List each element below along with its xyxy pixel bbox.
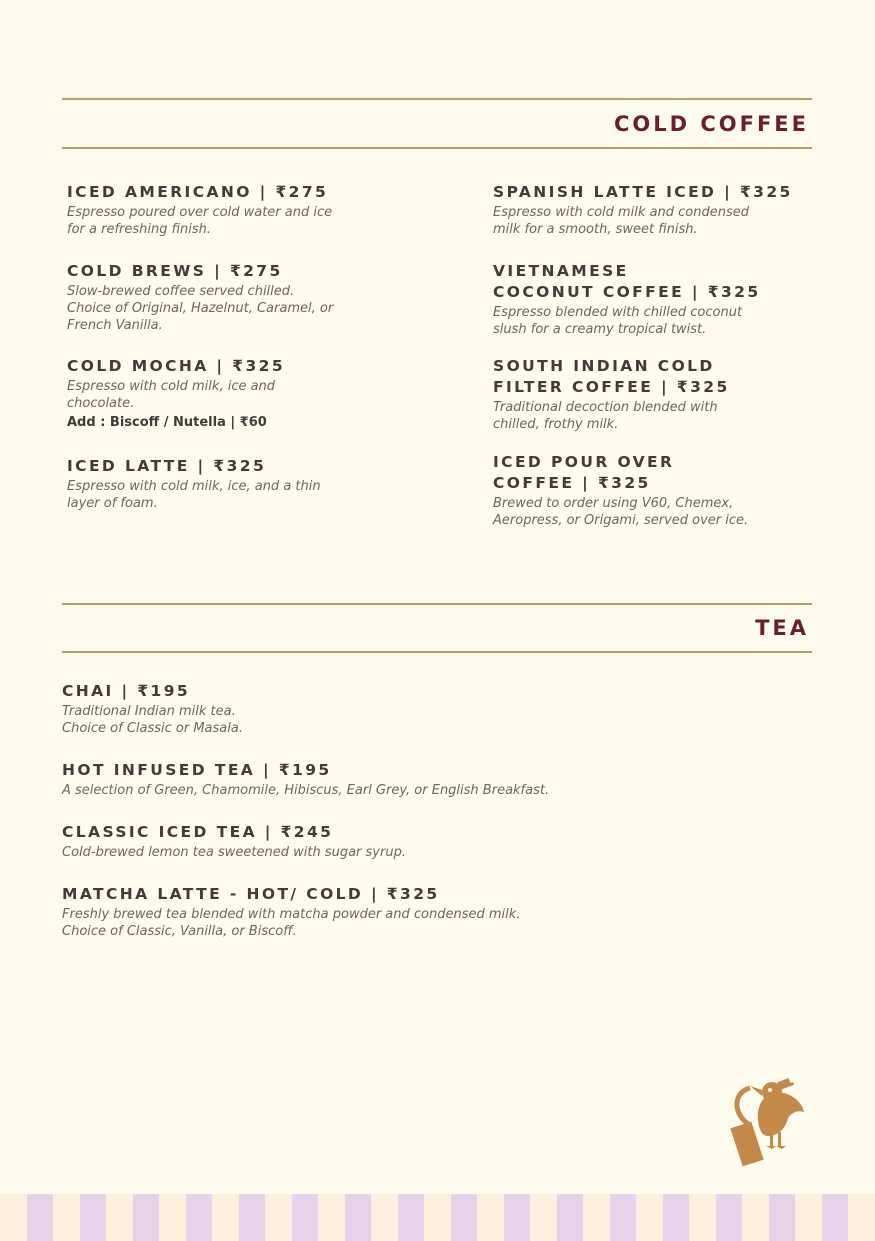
section-rule-bottom — [62, 147, 812, 149]
item-description: Brewed to order using V60, Chemex, Aeropress, or Origami, served over ice. — [493, 496, 749, 528]
item-name: HOT INFUSED TEA | ₹195 — [62, 761, 332, 779]
item-name: SOUTH INDIAN COLD FILTER COFFEE | ₹325 — [493, 357, 730, 396]
section-rule-top — [62, 603, 812, 605]
menu-item-south-indian-cold-filter-coffee — [493, 356, 730, 433]
item-addon: Add : Biscoff / Nutella | ₹60 — [67, 415, 267, 430]
item-name: VIETNAMESE COCONUT COFFEE | ₹325 — [493, 262, 761, 301]
menu-item-iced-americano — [67, 182, 332, 238]
menu-item-iced-latte — [67, 456, 321, 512]
section-title-tea: TEA — [755, 616, 809, 640]
menu-item-spanish-latte-iced — [493, 182, 793, 238]
item-description: Espresso with cold milk, ice and chocolate. — [67, 379, 276, 411]
item-description: Slow-brewed coffee served chilled. Choice of Original, Hazelnut, Caramel, or French Vanilla. — [67, 284, 334, 333]
section-title-cold-coffee: COLD COFFEE — [613, 112, 809, 136]
menu-item-cold-mocha — [67, 356, 285, 430]
bird-with-coffee-press-logo-icon — [728, 1072, 808, 1170]
item-description: Cold-brewed lemon tea sweetened with sugar syrup. — [62, 845, 406, 860]
menu-item-cold-brews — [67, 261, 333, 334]
menu-item-vietnamese-coconut-coffee — [493, 261, 761, 338]
item-description: Espresso with cold milk, ice, and a thin layer of foam. — [67, 479, 321, 511]
item-description: Espresso poured over cold water and ice for a refreshing finish. — [67, 205, 333, 237]
item-name: ICED LATTE | ₹325 — [67, 457, 267, 475]
section-rule-bottom — [62, 651, 812, 653]
decorative-stripe-band — [0, 1194, 875, 1241]
item-name: CHAI | ₹195 — [62, 682, 191, 700]
item-name: SPANISH LATTE ICED | ₹325 — [493, 183, 793, 201]
item-name: COLD BREWS | ₹275 — [67, 262, 283, 280]
item-description: Traditional decoction blended with chilled, frothy milk. — [493, 400, 718, 432]
menu-item-chai — [62, 681, 243, 737]
item-description: Espresso blended with chilled coconut slush for a creamy tropical twist. — [493, 305, 743, 337]
item-name: ICED AMERICANO | ₹275 — [67, 183, 329, 201]
section-rule-top — [62, 98, 812, 100]
menu-item-matcha-latte — [62, 884, 520, 940]
menu-item-hot-infused-tea — [62, 760, 549, 799]
item-description: Freshly brewed tea blended with matcha powder and condensed milk. Choice of Classic, Vanilla, or Biscoff. — [62, 907, 521, 939]
item-name: ICED POUR OVER COFFEE | ₹325 — [493, 453, 675, 492]
item-name: COLD MOCHA | ₹325 — [67, 357, 286, 375]
menu-item-iced-pour-over-coffee — [493, 452, 748, 529]
item-description: Traditional Indian milk tea. Choice of Classic or Masala. — [62, 704, 243, 736]
item-name: CLASSIC ICED TEA | ₹245 — [62, 823, 334, 841]
item-description: A selection of Green, Chamomile, Hibiscus, Earl Grey, or English Breakfast. — [62, 783, 550, 798]
menu-item-classic-iced-tea — [62, 822, 406, 861]
item-description: Espresso with cold milk and condensed milk for a smooth, sweet finish. — [493, 205, 750, 237]
item-name: MATCHA LATTE - HOT/ COLD | ₹325 — [62, 885, 440, 903]
